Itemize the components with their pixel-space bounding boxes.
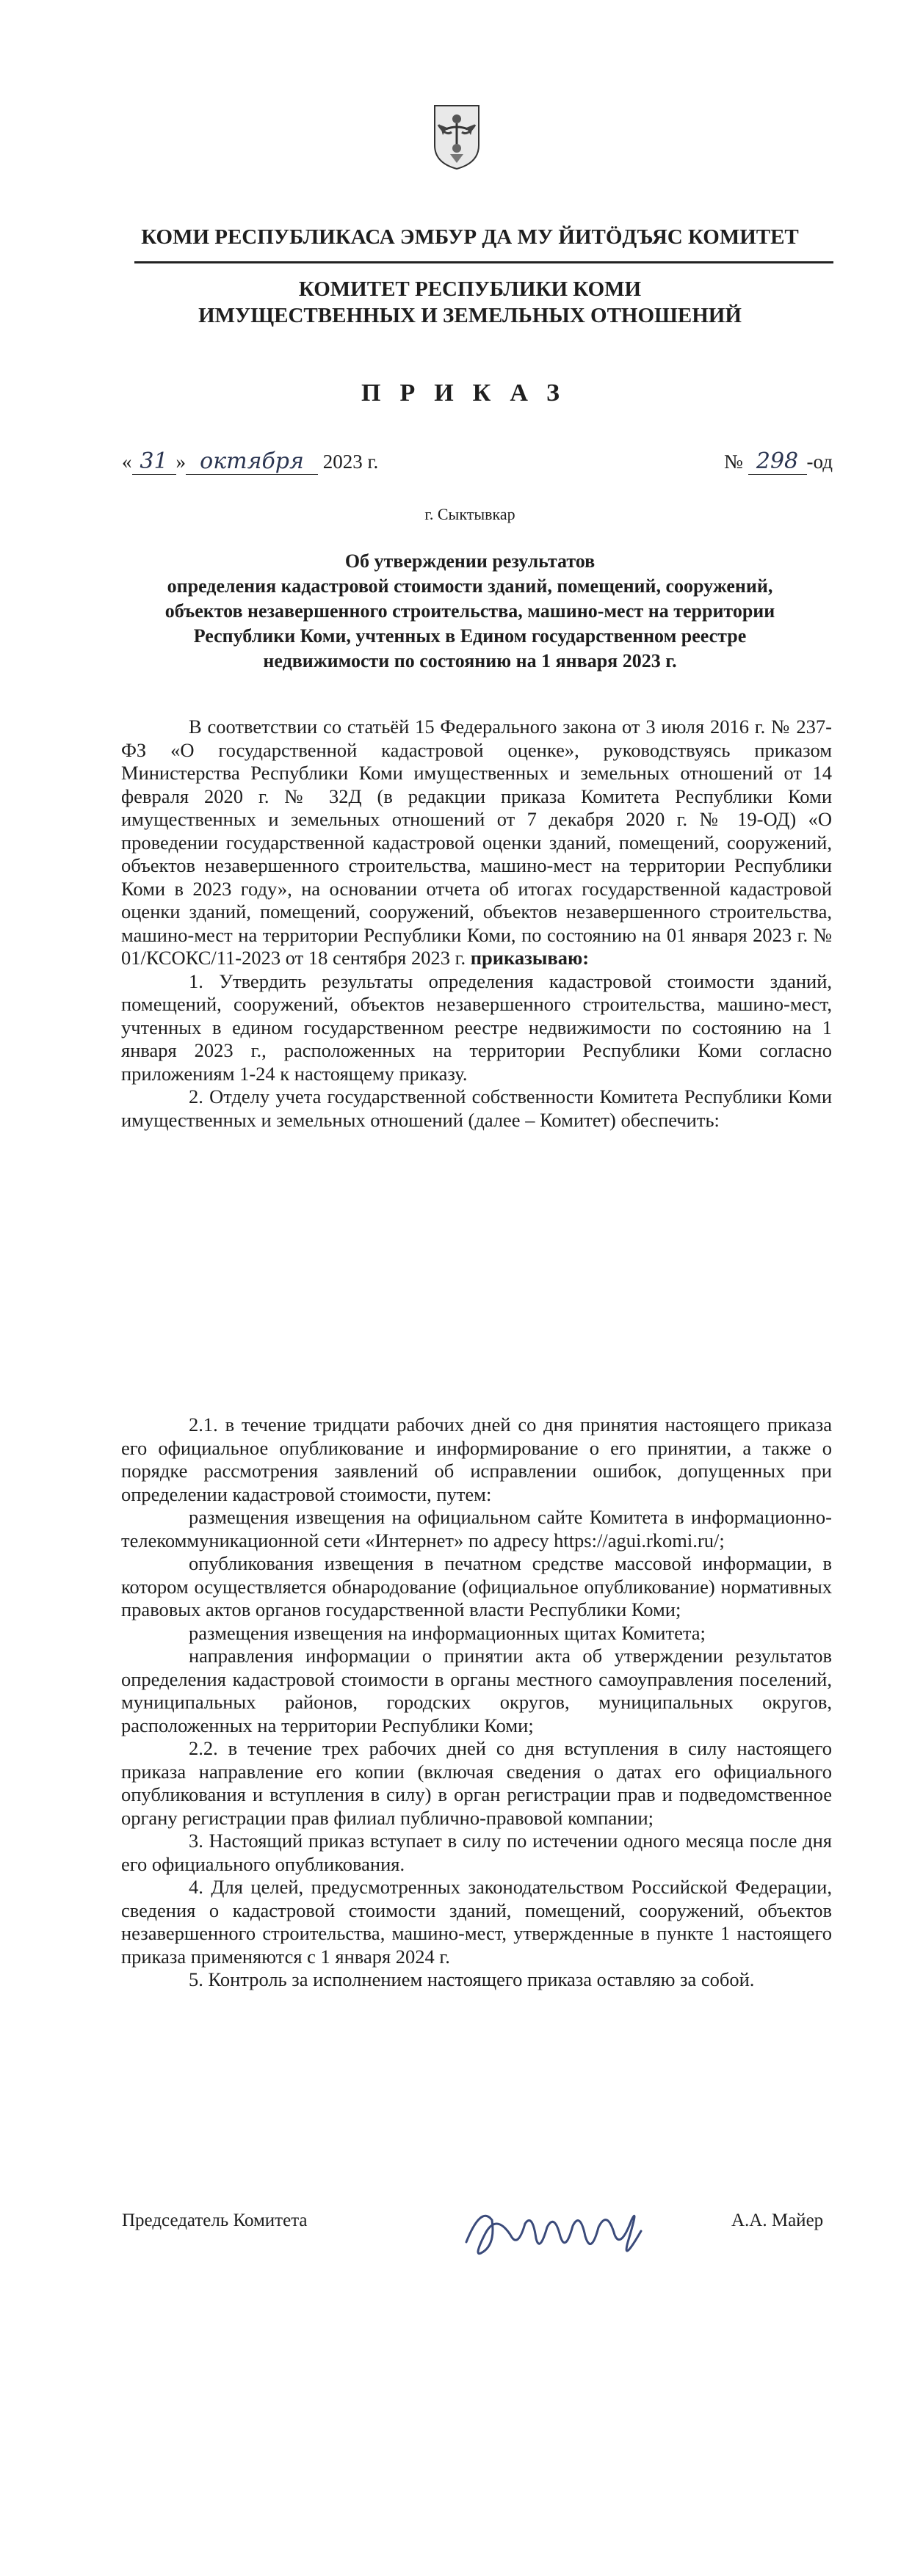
number-suffix: -од <box>806 451 833 473</box>
date-day: 31 <box>132 449 176 475</box>
paragraph-2-1-b: опубликования извещения в печатном средстве массовой информации, в котором осуществляется обнародование (официальное опубликование) нормативных правовых актов органов государственной власти Республики Коми; <box>121 1552 832 1620</box>
date-month: октября <box>186 449 318 475</box>
signatory-name: А.А. Майер <box>731 2211 824 2230</box>
title-line-3: объектов незавершенного строительства, машино-мест на территории <box>164 600 775 622</box>
document-body-top <box>121 716 832 1132</box>
organization-name-line-1: КОМИТЕТ РЕСПУБЛИКИ КОМИ <box>298 277 642 301</box>
paragraph-1: 1. Утвердить результаты определения кадастровой стоимости зданий, помещений, сооружений, объектов незавершенного строительства, машино-мест, учтенных в едином государственном реестре недвижимости по состоянию на 1 января 2023 г., расположенных на территории Республики Коми согласно приложениям 1-24 к настоящему приказу. <box>121 969 832 1085</box>
paragraph-4: 4. Для целей, предусмотренных законодательством Российской Федерации, сведения о кадастровой стоимости зданий, помещений, сооружений, объектов незавершенного строительства, машино-мест, утвержденные в пункте 1 настоящего приказа применяются с 1 января 2024 г. <box>121 1876 832 1968</box>
coat-of-arms-emblem <box>433 103 481 170</box>
number-prefix: № <box>724 451 743 473</box>
title-line-1: Об утверждении результатов <box>344 550 596 572</box>
paragraph-2-1: 2.1. в течение тридцати рабочих дней со дня принятия настоящего приказа его официальное опубликование и информирование о его принятии, а также о порядке рассмотрения заявлений об исправлении ошибок, допущенных при определении кадастровой стоимости, путем: <box>121 1413 832 1505</box>
document-date <box>122 449 378 475</box>
document-body-bottom <box>121 1413 832 1992</box>
document-type-title: ПРИКАЗ <box>361 379 579 407</box>
date-year: 2023 г. <box>322 451 379 473</box>
handwritten-signature <box>452 2191 672 2271</box>
date-quote-open: « <box>122 451 132 473</box>
paragraph-5: 5. Контроль за исполнением настоящего приказа оставляю за собой. <box>189 1968 755 1990</box>
title-line-4: Республики Коми, учтенных в Едином государственном реестре <box>193 625 747 647</box>
header-divider <box>134 261 833 263</box>
date-quote-close: » <box>175 451 186 473</box>
title-line-2: определения кадастровой стоимости зданий, помещений, сооружений, <box>167 575 773 597</box>
intro-paragraph <box>121 716 832 970</box>
paragraph-2: 2. Отделу учета государственной собственности Комитета Республики Коми имущественных и земельных отношений (далее – Комитет) обеспечить: <box>121 1085 832 1131</box>
number-value: 298 <box>748 449 807 475</box>
paragraph-2-1-a: размещения извещения на официальном сайте Комитета в информационно-телекоммуникационной сети «Интернет» по адресу https://agui.rkomi.ru/; <box>121 1506 832 1551</box>
paragraph-2-1-d: направления информации о принятии акта об утверждении результатов определения кадастровой стоимости в органы местного самоуправления поселений, муниципальных районов, городских округов, муниципальных округов, расположенных на территории Республики Коми; <box>121 1645 832 1736</box>
title-line-5: недвижимости по состоянию на 1 января 2023 г. <box>263 650 677 672</box>
paragraph-3: 3. Настоящий приказ вступает в силу по истечении одного месяца после дня его официального опубликования. <box>121 1830 832 1875</box>
signatory-position: Председатель Комитета <box>122 2211 308 2230</box>
organization-name-russian <box>132 276 808 329</box>
intro-text: В соответствии со статьёй 15 Федерального закона от 3 июля 2016 г. № 237-ФЗ «О государственной кадастровой оценке», руководствуясь приказом Министерства Республики Коми имущественных и земельных отношений от 14 февраля 2020 г. № 32Д (в редакции приказа Комитета Республики Коми имущественных и земельных отношений от 7 декабря 2020 г. № 19-ОД) «О проведении государственной кадастровой оценки зданий, помещений, сооружений, объектов незавершенного строительства, машино-мест на территории Республики Коми в 2023 году», на основании отчета об итогах государственной кадастровой оценки зданий, помещений, сооружений, объектов незавершенного строительства, машино-мест на территории Республики Коми, по состоянию на 01 января 2023 г. № 01/КСОКС/11-2023 от 18 сентября 2023 г. <box>121 716 832 969</box>
intro-order-word: приказываю: <box>470 947 590 969</box>
paragraph-2-1-c: размещения извещения на информационных щитах Комитета; <box>189 1621 706 1644</box>
city-line: г. Сыктывкар <box>424 505 515 523</box>
document-title <box>117 549 822 674</box>
document-number <box>724 449 833 475</box>
organization-name-line-2: ИМУЩЕСТВЕННЫХ И ЗЕМЕЛЬНЫХ ОТНОШЕНИЙ <box>198 304 742 327</box>
organization-name-komi: КОМИ РЕСПУБЛИКАСА ЭМБУР ДА МУ ЙИТÖДЪЯС КОМИТЕТ <box>141 225 799 249</box>
paragraph-2-2: 2.2. в течение трех рабочих дней со дня вступления в силу настоящего приказа направление его копии (включая сведения о датах его официального опубликования и вступления в силу) в орган регистрации прав и подведомственное органу регистрации прав филиал публично-правовой компании; <box>121 1737 832 1829</box>
